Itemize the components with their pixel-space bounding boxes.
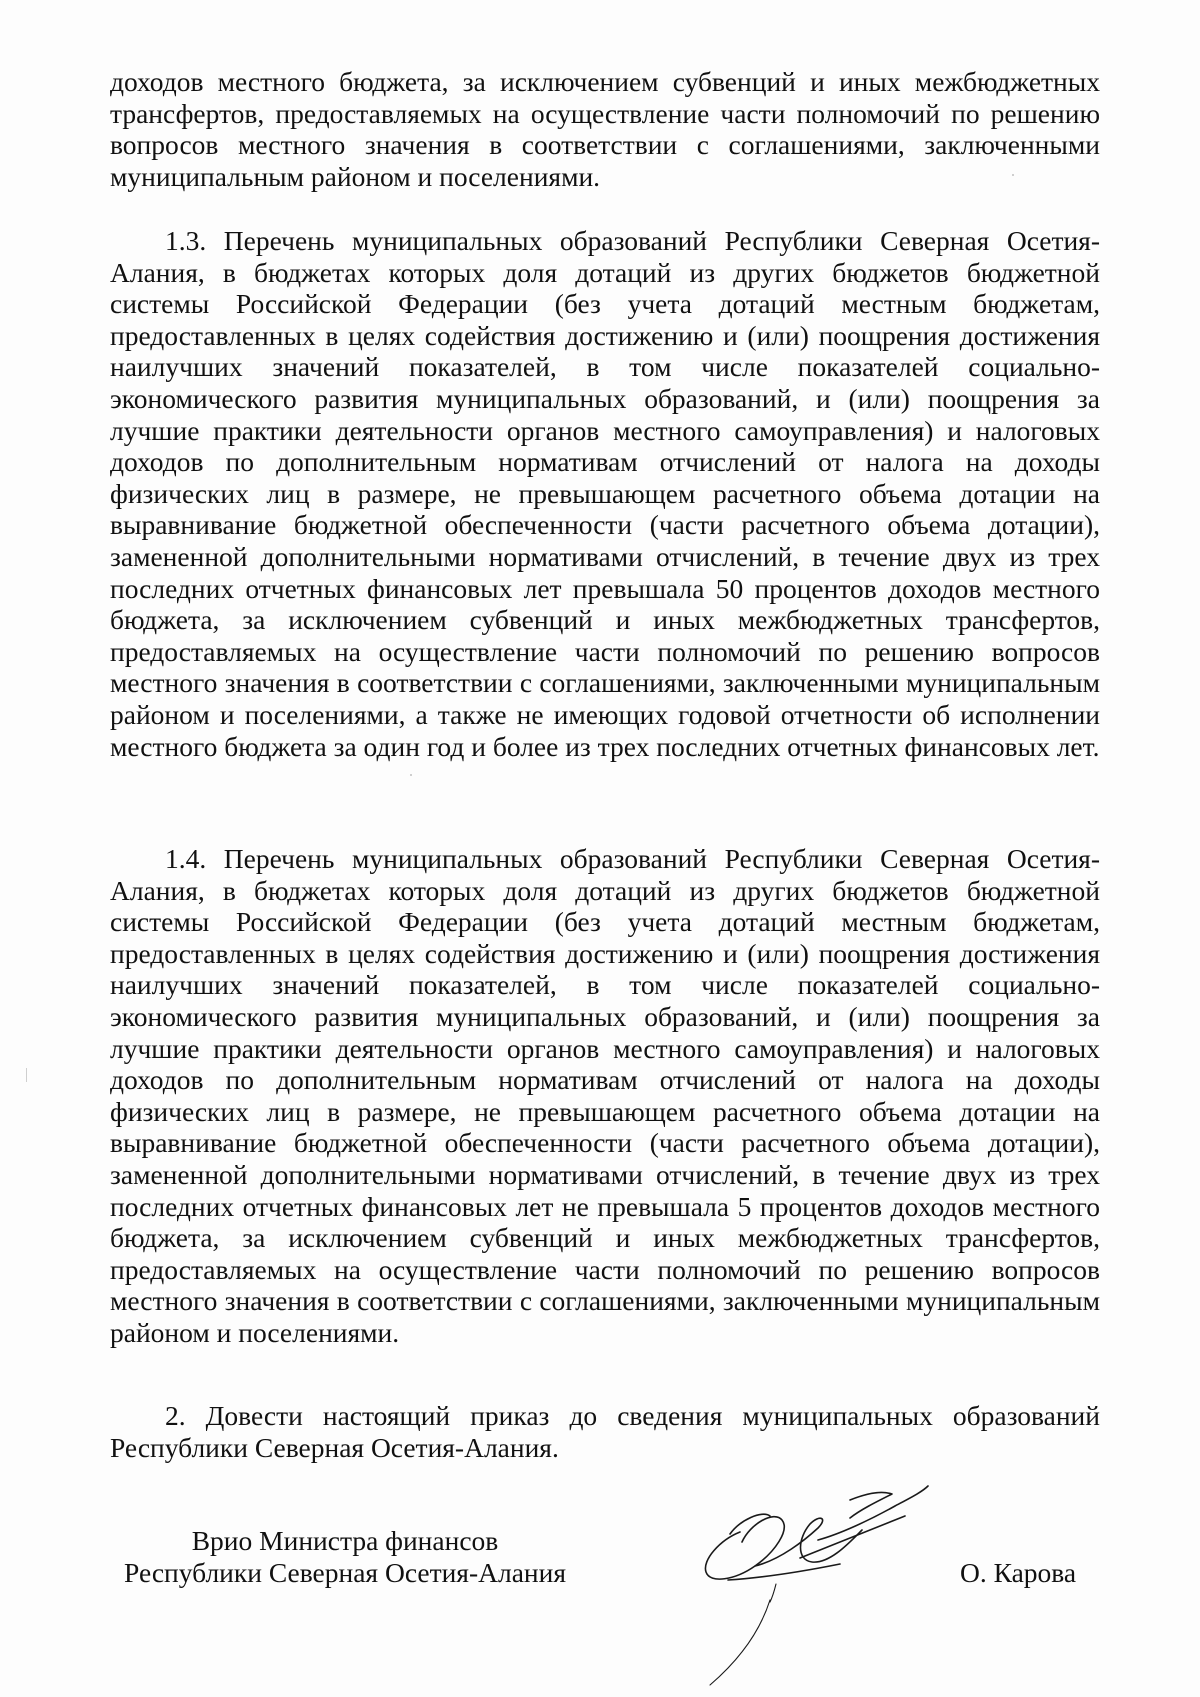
scan-speck — [410, 774, 412, 776]
handwritten-signature — [700, 1480, 950, 1690]
signatory-position — [110, 1525, 580, 1588]
scan-speck — [1012, 174, 1014, 176]
signatory-name: О. Карова — [960, 1557, 1077, 1588]
paragraph-item-2: 2. Довести настоящий приказ до сведения муниципальных образований Республики Северная Осетия-Алания. — [110, 1400, 1100, 1463]
scan-speck — [26, 1068, 27, 1082]
signatory-position-line-2: Республики Северная Осетия-Алания — [124, 1556, 566, 1588]
paragraph-continuation: доходов местного бюджета, за исключением субвенций и иных межбюджетных трансфертов, предоставляемых на осуществление части полномочий по решению вопросов местного значения в соответствии с соглашениями, заключенными муниципальным районом и поселениями. — [110, 66, 1100, 192]
paragraph-item-1-3: 1.3. Перечень муниципальных образований Республики Северная Осетия-Алания, в бюджетах которых доля дотаций из других бюджетов бюджетной системы Российской Федерации (без учета дотаций местным бюджетам, предоставленных в целях содействия достижению и (или) поощрения достижения наилучших значений показателей, в том числе показателей социально-экономического развития муниципальных образований, и (или) поощрения за лучшие практики деятельности органов местного самоуправления) и налоговых доходов по дополнительным нормативам отчислений от налога на доходы физических лиц в размере, не превышающем расчетного объема дотации на выравнивание бюджетной обеспеченности (части расчетного объема дотации), замененной дополнительными нормативами отчислений, в течение двух из трех последних отчетных финансовых лет превышала 50 процентов доходов местного бюджета, за исключением субвенций и иных межбюджетных трансфертов, предоставляемых на осуществление части полномочий по решению вопросов местного значения в соответствии с соглашениями, заключенными муниципальным районом и поселениями, а также не имеющих годовой отчетности об исполнении местного бюджета за один год и более из трех последних отчетных финансовых лет. — [110, 225, 1100, 762]
signatory-position-line-1: Врио Министра финансов — [191, 1525, 499, 1556]
paragraph-item-1-4: 1.4. Перечень муниципальных образований Республики Северная Осетия-Алания, в бюджетах которых доля дотаций из других бюджетов бюджетной системы Российской Федерации (без учета дотаций местным бюджетам, предоставленных в целях содействия достижению и (или) поощрения достижения наилучших значений показателей, в том числе показателей социально-экономического развития муниципальных образований, и (или) поощрения за лучшие практики деятельности органов местного самоуправления) и налоговых доходов по дополнительным нормативам отчислений от налога на доходы физических лиц в размере, не превышающем расчетного объема дотации на выравнивание бюджетной обеспеченности (части расчетного объема дотации), замененной дополнительными нормативами отчислений, в течение двух из трех последних отчетных финансовых лет не превышала 5 процентов доходов местного бюджета, за исключением субвенций и иных межбюджетных трансфертов, предоставляемых на осуществление части полномочий по решению вопросов местного значения в соответствии с соглашениями, заключенными муниципальным районом и поселениями. — [110, 843, 1100, 1348]
